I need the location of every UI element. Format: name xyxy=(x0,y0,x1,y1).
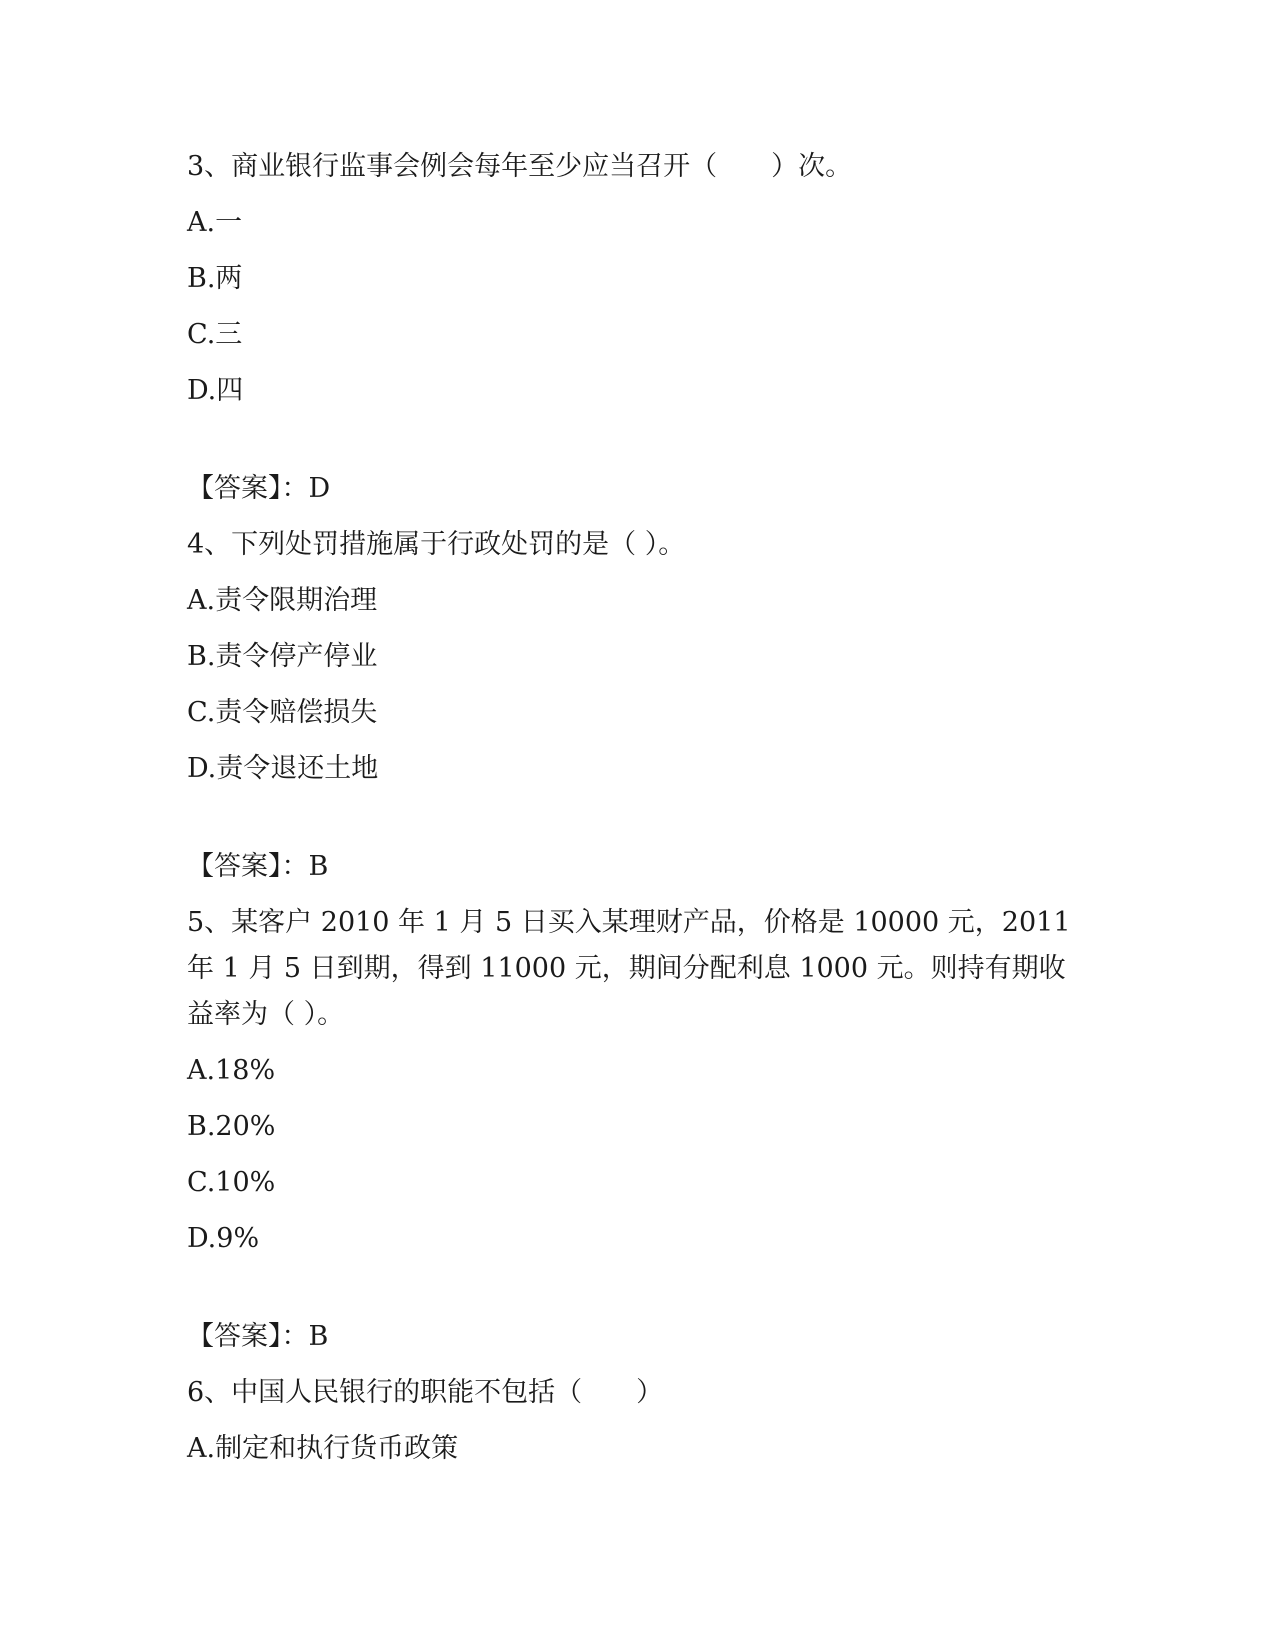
question-5-answer: 【答案】：B xyxy=(187,1321,329,1352)
question-3-option-c: C.三 xyxy=(187,319,243,350)
question-6-stem: 6、中国人民银行的职能不包括（ ） xyxy=(187,1377,664,1408)
question-4-option-c: C.责令赔偿损失 xyxy=(187,697,378,728)
question-5-stem-line-3: 益率为（ ）。 xyxy=(187,999,345,1030)
question-3-option-b: B.两 xyxy=(187,263,243,294)
question-6-option-a: A.制定和执行货币政策 xyxy=(187,1433,459,1464)
question-5-option-c: C.10% xyxy=(187,1167,276,1198)
question-4-answer: 【答案】：B xyxy=(187,851,329,882)
question-4-stem: 4、下列处罚措施属于行政处罚的是（ ）。 xyxy=(187,529,686,560)
question-4-option-d: D.责令退还土地 xyxy=(187,753,379,784)
question-5-option-b: B.20% xyxy=(187,1111,276,1142)
question-3-option-a: A.一 xyxy=(187,207,243,238)
question-3-option-d: D.四 xyxy=(187,375,244,406)
question-4-option-a: A.责令限期治理 xyxy=(187,585,378,616)
question-3-answer: 【答案】：D xyxy=(187,473,331,504)
question-5-stem-line-2: 年 1 月 5 日到期，得到 11000 元，期间分配利息 1000 元。则持有期收 xyxy=(187,953,1066,984)
question-5-stem-line-1: 5、某客户 2010 年 1 月 5 日买入某理财产品，价格是 10000 元，2011 xyxy=(187,907,1071,938)
question-5-option-a: A.18% xyxy=(187,1055,276,1086)
question-5-option-d: D.9% xyxy=(187,1223,260,1254)
question-3-stem: 3、商业银行监事会例会每年至少应当召开（ ）次。 xyxy=(187,151,853,182)
question-4-option-b: B.责令停产停业 xyxy=(187,641,378,672)
